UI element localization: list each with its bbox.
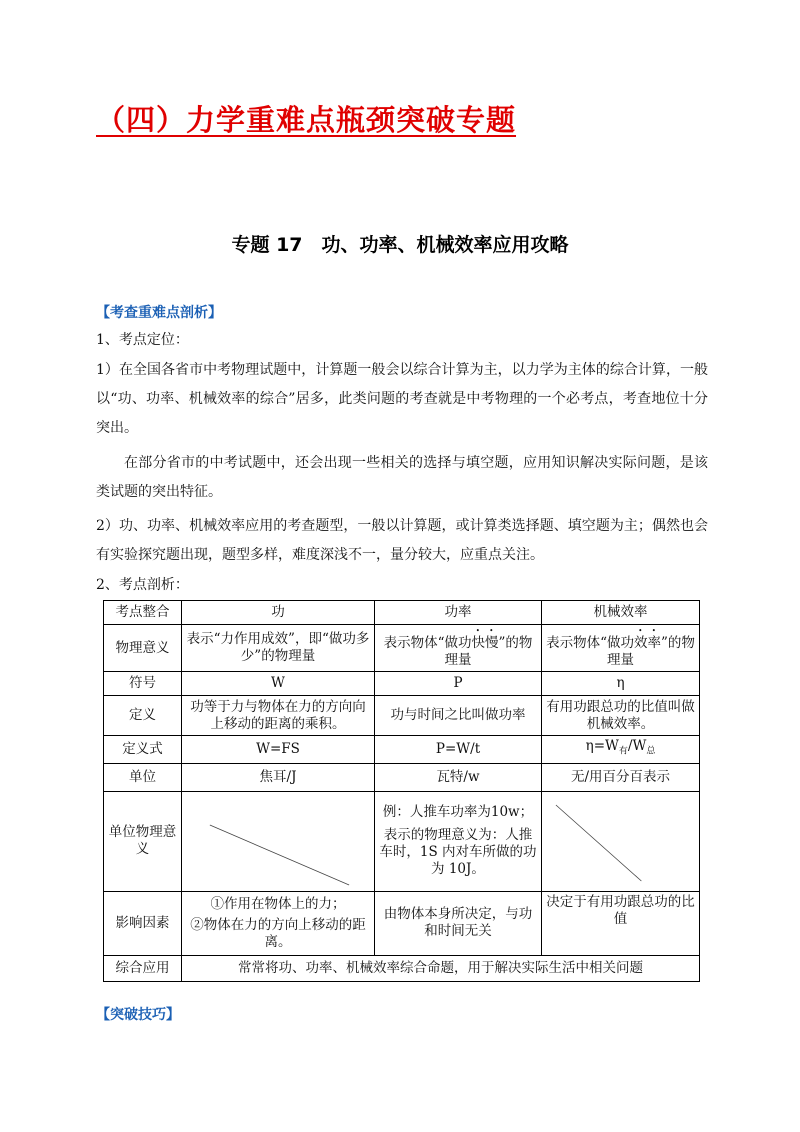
section-heading-analysis: 【考查重难点剖析】 — [96, 305, 222, 321]
work-factor-1: ①作用在物体上的力； — [210, 895, 346, 912]
paragraph-1: 1）在全国各省市中考物理试题中，计算题一般会以综合计算为主，以力学为主体的综合计算，一般以“功、功率、机械效率的综合”居多，此类问题的考查就是中考物理的一个必考点，考查地位十分突出。 — [96, 362, 708, 436]
knowledge-table — [103, 600, 700, 982]
row-label: 物理意义 — [104, 625, 182, 672]
cell-work-unit: 焦耳/J — [182, 763, 375, 791]
table-row — [104, 696, 700, 736]
header-cell: 考点整合 — [104, 601, 182, 625]
table-row — [104, 672, 700, 696]
cell-efficiency-definition: 有用功跟总功的比值叫做机械效率。 — [542, 696, 700, 736]
cell-work-definition: 功等于力与物体在力的方向向上移动的距离的乘积。 — [182, 696, 375, 736]
header-cell: 功率 — [375, 601, 542, 625]
row-label: 单位 — [104, 763, 182, 791]
cell-application: 常常将功、功率、机械效率综合命题，用于解决实际生活中相关问题 — [182, 955, 700, 981]
paragraph-2: 在部分省市的中考试题中，还会出现一些相关的选择与填空题，应用知识解决实际问题，是该类试题的突出特征。 — [96, 455, 708, 500]
cell-efficiency-factors: 决定于有用功跟总功的比值 — [542, 891, 700, 955]
cell-power-symbol: P — [375, 672, 542, 696]
item-2-label: 2、考点剖析： — [96, 577, 189, 593]
power-unit-example: 例：人推车功率为10w； — [382, 804, 534, 821]
row-label: 影响因素 — [104, 891, 182, 955]
cell-power-unit-meaning — [375, 791, 542, 891]
cell-efficiency-meaning: 表示物体“做功效率”的物理量 — [542, 625, 700, 672]
row-label: 综合应用 — [104, 955, 182, 981]
table-row — [104, 955, 700, 981]
row-label: 定义式 — [104, 736, 182, 764]
work-factor-2: ②物体在力的方向上移动的距离。 — [190, 916, 366, 950]
table-row — [104, 601, 700, 625]
table-row — [104, 736, 700, 764]
diagonal-slash-line — [182, 793, 374, 889]
section-heading-techniques: 【突破技巧】 — [96, 1007, 180, 1023]
row-label: 符号 — [104, 672, 182, 696]
table-row — [104, 791, 700, 891]
table-row — [104, 763, 700, 791]
table-row — [104, 891, 700, 955]
cell-work-symbol: W — [182, 672, 375, 696]
cell-efficiency-symbol: η — [542, 672, 700, 696]
cell-efficiency-formula: $\eta=W_有/W_总$ — [542, 736, 700, 764]
main-title: （四）力学重难点瓶颈突破专题 — [96, 103, 517, 137]
cell-work-meaning: 表示“力作用成效”，即“做功多少”的物理量 — [182, 625, 375, 672]
cell-power-factors: 由物体本身所决定，与功和时间无关 — [375, 891, 542, 955]
item-1-label: 1、考点定位： — [96, 332, 189, 348]
header-cell: 机械效率 — [542, 601, 700, 625]
row-label: 定义 — [104, 696, 182, 736]
sub-title: 专题 17 功、功率、机械效率应用攻略 — [231, 234, 569, 256]
power-unit-explanation: 表示的物理意义为：人推车时，1S 内对车所做的功为 10J。 — [379, 827, 537, 878]
cell-work-formula: W=FS — [182, 736, 375, 764]
header-cell: 功 — [182, 601, 375, 625]
diagonal-slash-line — [542, 793, 699, 889]
cell-power-definition: 功与时间之比叫做功率 — [375, 696, 542, 736]
cell-work-unit-meaning-empty — [182, 791, 375, 891]
table-row — [104, 625, 700, 672]
paragraph-3: 2）功、功率、机械效率应用的考查题型，一般以计算题，或计算类选择题、填空题为主；偶然也会有实验探究题出现，题型多样，难度深浅不一，量分较大，应重点关注。 — [96, 518, 708, 563]
cell-efficiency-unit: 无/用百分百表示 — [542, 763, 700, 791]
cell-efficiency-unit-meaning-empty — [542, 791, 700, 891]
cell-power-unit: 瓦特/w — [375, 763, 542, 791]
cell-work-factors — [182, 891, 375, 955]
row-label: 单位物理意义 — [104, 791, 182, 891]
cell-power-meaning: 表示物体“做功快慢”的物理量 — [375, 625, 542, 672]
cell-power-formula: P=W/t — [375, 736, 542, 764]
